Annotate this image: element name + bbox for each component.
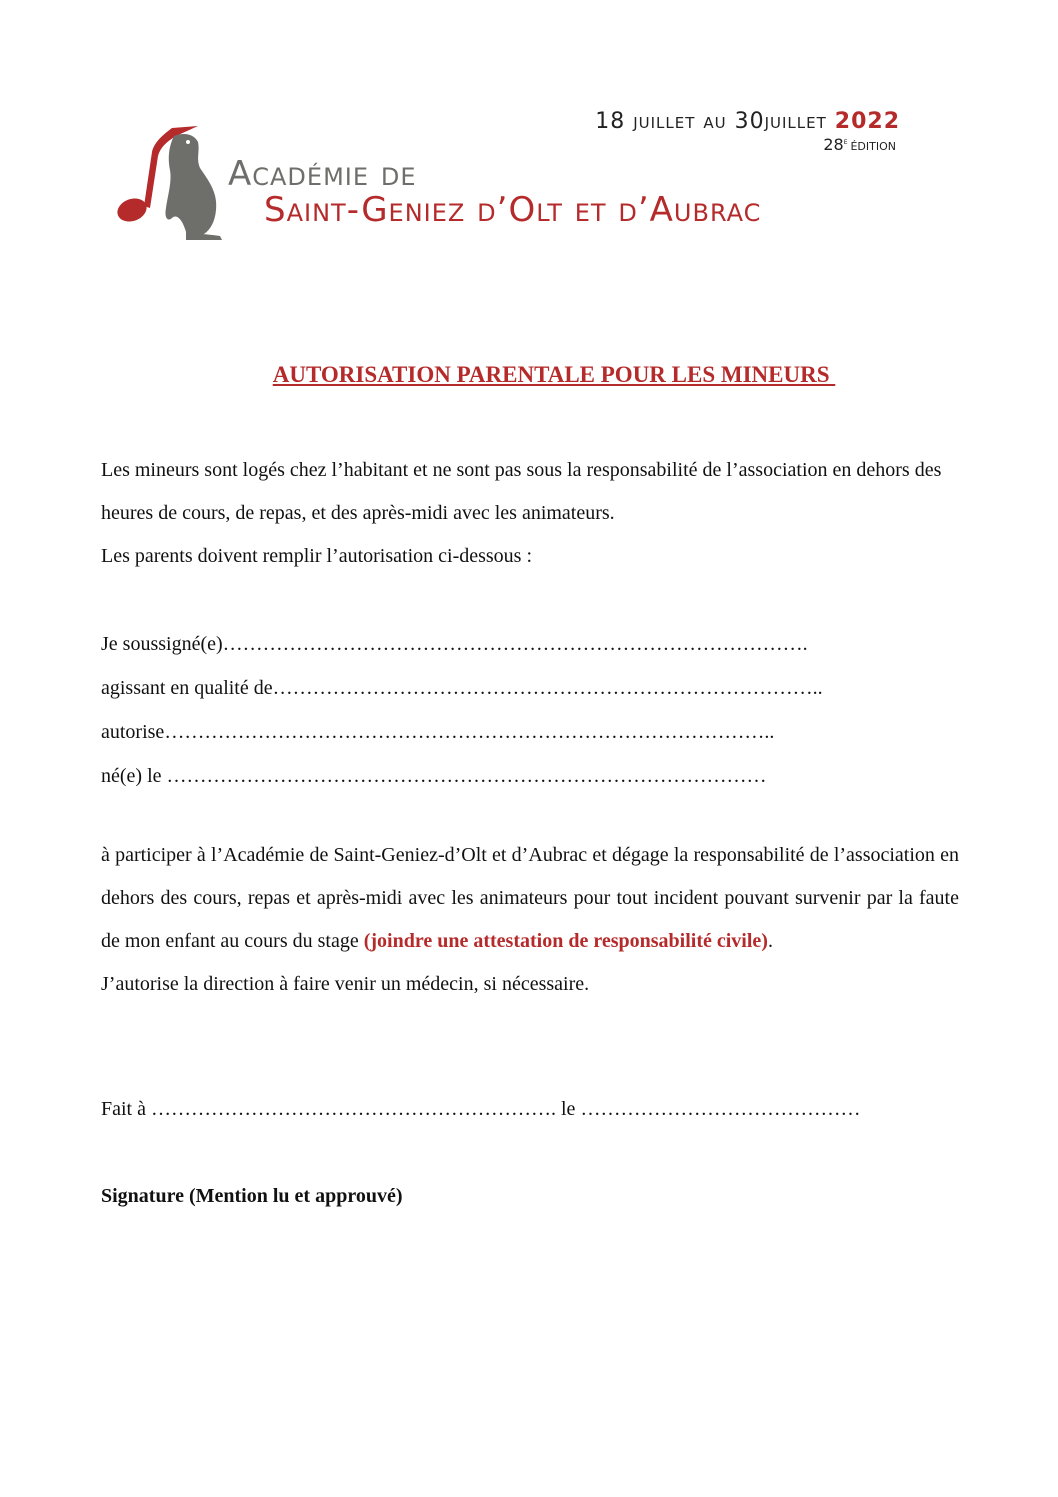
authorization-statement bbox=[101, 834, 959, 1006]
field-signer-name[interactable] bbox=[101, 622, 959, 666]
statement-paragraph bbox=[101, 834, 959, 963]
edition-word: édition bbox=[850, 135, 896, 154]
field-child-name[interactable] bbox=[101, 710, 959, 754]
academy-name-line2: Saint-Geniez d’Olt et d’Aubrac bbox=[264, 190, 762, 230]
field-capacity[interactable] bbox=[101, 666, 959, 710]
field-label: Je soussigné(e) bbox=[101, 633, 223, 655]
academy-name-line1: Académie de bbox=[228, 154, 417, 194]
academy-logo-icon bbox=[112, 122, 232, 240]
letterhead bbox=[0, 0, 1058, 250]
document-title: AUTORISATION PARENTALE POUR LES MINEURS bbox=[272, 362, 836, 387]
field-dots: ……………………………………………………………………………….. bbox=[164, 721, 775, 743]
form-fields bbox=[101, 622, 959, 798]
statement-end: . bbox=[767, 930, 773, 952]
field-label: autorise bbox=[101, 721, 165, 743]
field-label: agissant en qualité de bbox=[101, 677, 273, 699]
statement-text: à participer à l’Académie de Saint-Geniez-d’Olt et d’Aubrac et dégage la responsabilité de l’association en dehors des cours, repas et après-midi avec les animateurs pour tout incident pouvant survenir par la faute de mon enfant au cours du stage bbox=[101, 844, 959, 952]
intro-section bbox=[101, 449, 959, 578]
edition-label bbox=[823, 135, 896, 154]
place-label: Fait à bbox=[101, 1098, 151, 1120]
edition-number: 28 bbox=[823, 135, 844, 154]
intro-paragraph-2: Les parents doivent remplir l’autorisation ci-dessous : bbox=[101, 545, 533, 567]
field-dots: ……………………………………………………………………………… bbox=[166, 765, 767, 787]
doctor-authorization: J’autorise la direction à faire venir un médecin, si nécessaire. bbox=[101, 973, 590, 995]
statement-highlight: (joindre une attestation de responsabilité civile) bbox=[363, 930, 768, 952]
event-dates-text: 18 juillet au 30juillet bbox=[595, 109, 835, 134]
signature-label: Signature (Mention lu et approuvé) bbox=[101, 1185, 403, 1207]
field-birth-date[interactable] bbox=[101, 754, 959, 798]
place-date-line[interactable] bbox=[101, 1088, 959, 1131]
field-label: né(e) le bbox=[101, 765, 167, 787]
edition-suffix: e bbox=[843, 136, 848, 146]
place-dots: …………………………………………………… bbox=[151, 1098, 551, 1120]
intro-paragraph-1: Les mineurs sont logés chez l’habitant et ne sont pas sous la responsabilité de l’association en dehors des heures de cours, de repas, et des après-midi avec les animateurs. bbox=[101, 459, 942, 524]
event-year: 2022 bbox=[834, 109, 900, 134]
field-dots: ……………………………………………………………………….. bbox=[272, 677, 823, 699]
event-dates bbox=[595, 109, 900, 134]
field-dots: ……………………………………………………………………………. bbox=[222, 633, 808, 655]
date-label: . le bbox=[551, 1098, 581, 1120]
date-dots: …………………………………… bbox=[580, 1098, 861, 1120]
